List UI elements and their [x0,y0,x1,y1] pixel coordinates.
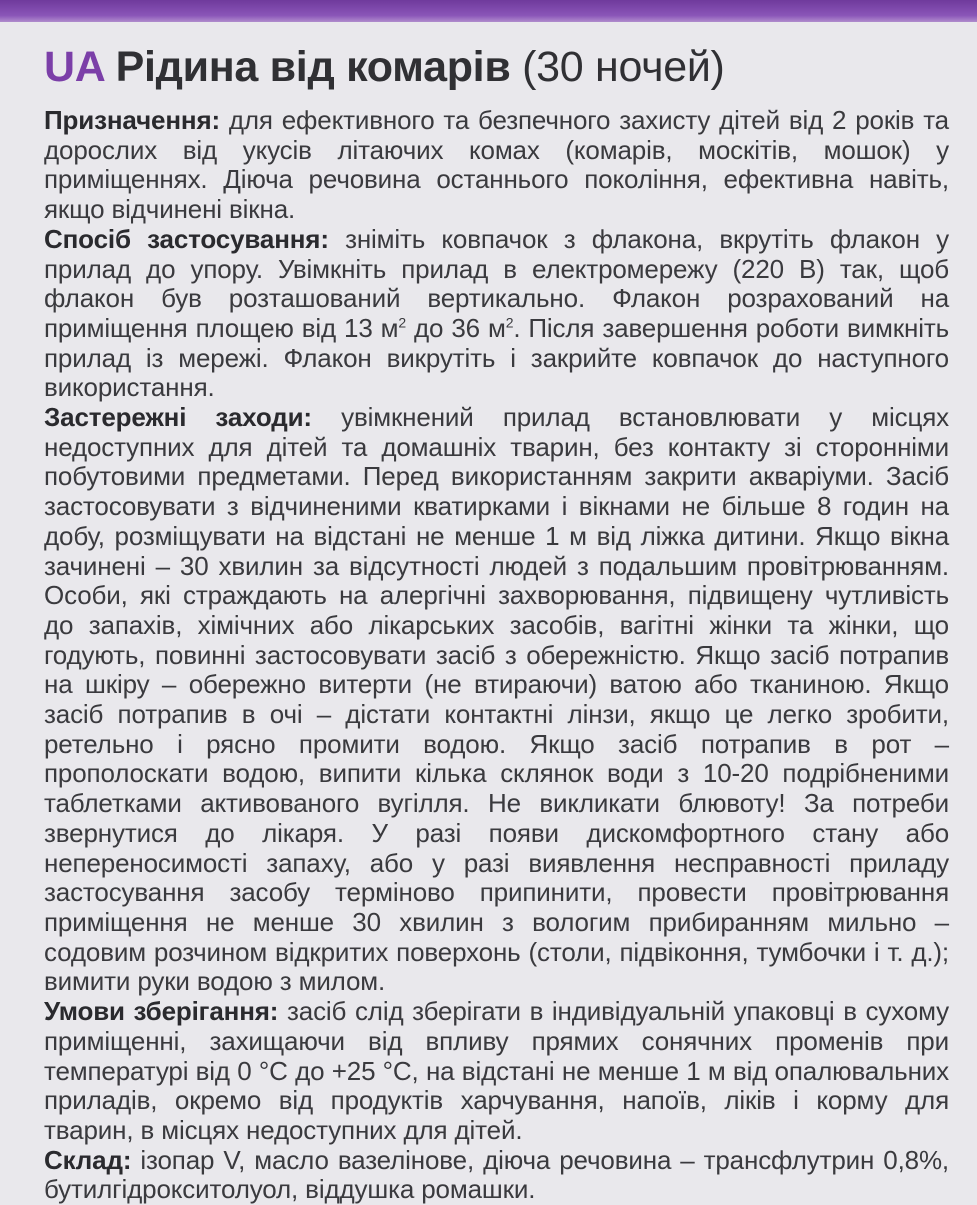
section-precautions [44,403,949,997]
superscript-2: 2 [505,314,514,331]
section-heading: Склад: [44,1144,132,1175]
section-heading: Призначення: [44,105,220,135]
section-text: ізопар V, масло вазелінове, діюча речовина – трансфлутрин 0,8%, бутилгідрокситолуол, віддушка ромашки. [44,1144,949,1205]
section-text: для ефективного та безпечного захисту дітей від 2 років та дорослих від укусів літаючих комах (комарів, москітів, мошок) у приміщеннях. Діюча речовина останнього покоління, ефективна навіть, якщо відчинені вікна. [44,105,949,225]
section-composition [44,1146,949,1205]
section-storage [44,997,949,1146]
section-text-part: . Після завершення роботи вимкніть прилад із мережі. Флакон викрутіть і закрийте ковпачок до наступного використання. [44,312,949,403]
duration-label: (30 ночей) [522,43,725,91]
section-heading: Умови зберігання: [44,996,279,1027]
label-text-panel [44,28,950,1205]
section-text-part: зніміть ковпачок з флакона, вкрутіть флакон у прилад до упору. Увімкніть прилад в електромережу (220 В) так, щоб флакон був розташований вертикально. Флакон розрахований на приміщення площею від 13 м [44,223,949,343]
product-title [44,28,949,106]
section-text: увімкнений прилад встановлювати у місцях недоступних для дітей та домашніх тварин, без контакту зі сторонніми побутовими предметами. Перед використанням закрити акваріуми. Засіб застосовувати з відчиненими кватирками і вікнами не більше 8 годин на добу, розміщувати на відстані не менше 1 м від ліжка дитини. Якщо вікна зачинені – 30 хвилин за відсутності людей з подальшим провітрюванням. Особи, які страждають на алергічні захворювання, підвищену чутливість до запахів, хімічних або лікарських засобів, вагітні жінки та жінки, що годують, повинні застосовувати засіб з обережністю. Якщо засіб потрапив на шкіру – обережно витерти (не втираючи) ватою або тканиною. Якщо засіб потрапив в очі – дістати контактні лінзи, якщо це легко зробити, ретельно і рясно промити водою. Якщо засіб потрапив в рот – прополоскати водою, випити кілька склянок води з 10-20 подрібненими таблетками активованого вугілля. Не викликати блювоту! За потреби звернутися до лікаря. У разі появи дискомфортного стану або непереносимості запаху, або у разі виявлення несправності приладу застосування засобу терміново припинити, провести провітрювання приміщення не менше 30 хвилин з вологим прибиранням мильно – содовим розчином відкритих поверхонь (столи, підвіконня, тумбочки і т. д.); вимити руки водою з милом. [44,402,950,997]
section-text: засіб слід зберігати в індивідуальній упаковці в сухому приміщенні, захищаючи від впливу прямих сонячних променів при температурі від 0 °С до +25 °С, на відстані не менше 1 м від опалювальних приладів, окремо від продуктів харчування, напоїв, ліків і корму для тварин, в місцях недоступних для дітей. [44,996,949,1145]
section-text-part: до 36 м [406,312,506,343]
section-heading: Застережні заходи: [44,402,312,433]
section-heading: Спосіб застосування: [44,223,329,254]
language-code: UA [44,43,104,91]
superscript-2: 2 [398,314,407,331]
product-name: Рідина від комарів [115,43,511,91]
purple-top-band [0,0,977,22]
section-usage [44,225,949,403]
section-purpose [44,106,949,225]
